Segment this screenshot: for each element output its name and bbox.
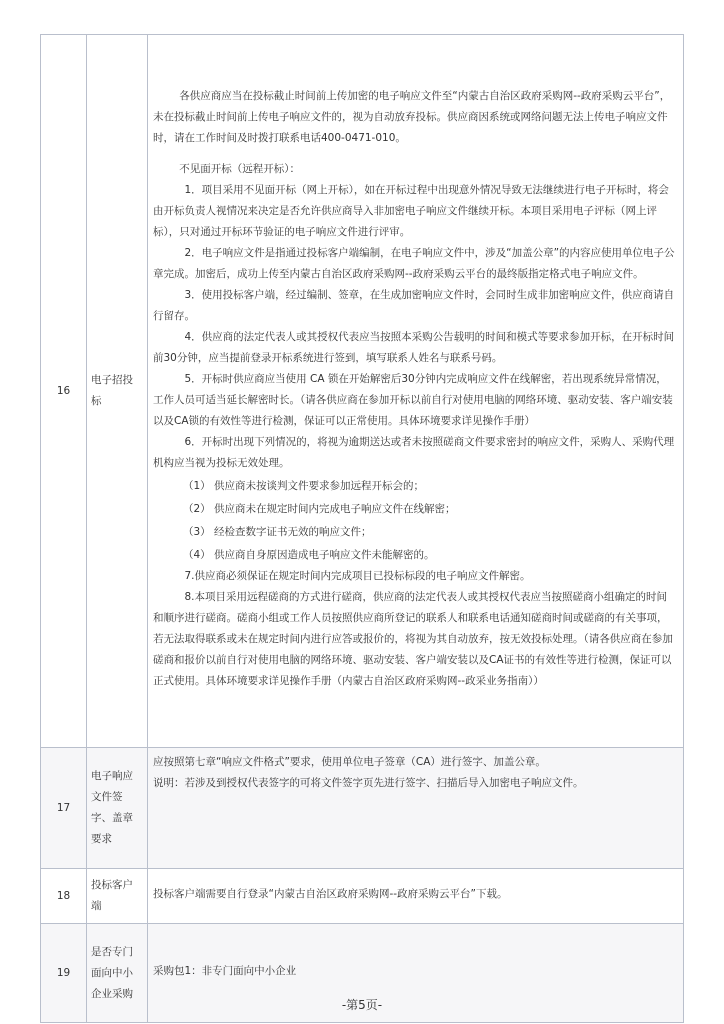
row-label: 电子招投标 <box>87 35 148 748</box>
paragraph: 各供应商应当在投标截止时间前上传加密的电子响应文件至“内蒙古自治区政府采购网--政府采购云平台”，未在投标截止时间前上传电子响应文件的，视为自动放弃投标。供应商因系统或网络问题无法上传电子响应文件时，请在工作时间及时拨打联系电话400-0471-010。 <box>153 90 671 144</box>
list-item: （1） 供应商未按谈判文件要求参加远程开标会的； <box>183 480 425 492</box>
paragraph: 3．使用投标客户端，经过编制、签章，在生成加密响应文件时，会同时生成非加密响应文件，供应商请自行留存。 <box>153 289 675 322</box>
section-heading: 不见面开标（远程开标）： <box>179 163 300 175</box>
paragraph: 5．开标时供应商应当使用 CA 锁在开始解密后30分钟内完成响应文件在线解密，若出现系统异常情况，工作人员可适当延长解密时长。（请各供应商在参加开标以前自行对使用电脑的网络环境、驱动安装、客户端安装以及CA锁的有效性等进行检测，保证可以正常使用。具体环境要求详见操作手册） <box>153 373 673 427</box>
list-item: （3） 经检查数字证书无效的响应文件； <box>183 526 372 538</box>
row-label: 电子响应文件签字、盖章要求 <box>87 748 148 869</box>
row-number: 17 <box>41 748 87 869</box>
table-row <box>41 869 684 924</box>
row-content: 采购包1：非专门面向中小企业 <box>148 924 684 1023</box>
row-content: 投标客户端需要自行登录“内蒙古自治区政府采购网--政府采购云平台”下载。 <box>148 869 684 924</box>
table-row <box>41 35 684 748</box>
page-number: -第5页- <box>341 998 383 1012</box>
row-content <box>148 748 684 869</box>
row-label: 投标客户端 <box>87 869 148 924</box>
row-number: 16 <box>41 35 87 748</box>
paragraph: 6．开标时出现下列情况的，将视为逾期送达或者未按照磋商文件要求密封的响应文件，采购人、采购代理机构应当视为投标无效处理。 <box>153 436 675 469</box>
row-content <box>148 35 684 748</box>
paragraph: 8.本项目采用远程磋商的方式进行磋商，供应商的法定代表人或其授权代表应当按照磋商小组确定的时间和顺序进行磋商。磋商小组或工作人员按照供应商所登记的联系人和联系电话通知磋商时间或磋商的有关事项，若无法取得联系或未在规定时间内进行应答或报价的，将视为其自动放弃，按无效投标处理。（请各供应商在参加磋商和报价以前自行对使用电脑的网络环境、驱动安装、客户端安装以及CA证书的有效性等进行检测，保证可以正式使用。具体环境要求详见操作手册（内蒙古自治区政府采购网--政采业务指南）） <box>153 591 673 687</box>
paragraph: 7.供应商必须保证在规定时间内完成项目已投标标段的电子响应文件解密。 <box>184 570 531 582</box>
row-label: 是否专门面向中小企业采购 <box>87 924 148 1023</box>
paragraph: 说明：若涉及到授权代表签字的可将文件签字页先进行签字、扫描后导入加密电子响应文件。 <box>153 777 584 789</box>
row-number: 19 <box>41 924 87 1023</box>
paragraph: 1．项目采用不见面开标（网上开标），如在开标过程中出现意外情况导致无法继续进行电子开标时，将会由开标负责人视情况来决定是否允许供应商导入非加密电子响应文件继续开标。本项目采用电子评标（网上评标），只对通过开标环节验证的电子响应文件进行评审。 <box>153 184 669 238</box>
list-item: （2） 供应商未在规定时间内完成电子响应文件在线解密； <box>183 503 456 515</box>
table-row <box>41 748 684 869</box>
paragraph: 4．供应商的法定代表人或其授权代表应当按照本采购公告载明的时间和模式等要求参加开标，在开标时间前30分钟，应当提前登录开标系统进行签到，填写联系人姓名与联系号码。 <box>153 331 675 364</box>
paragraph: 2．电子响应文件是指通过投标客户端编制，在电子响应文件中，涉及“加盖公章”的内容应使用单位电子公章完成。加密后，成功上传至内蒙古自治区政府采购网--政府采购云平台的最终版指定格式电子响应文件。 <box>153 247 675 280</box>
requirements-table <box>40 34 684 1023</box>
paragraph: 应按照第七章“响应文件格式”要求，使用单位电子签章（CA）进行签字、加盖公章。 <box>153 756 546 768</box>
list-item: （4） 供应商自身原因造成电子响应文件未能解密的。 <box>183 549 435 561</box>
row-number: 18 <box>41 869 87 924</box>
